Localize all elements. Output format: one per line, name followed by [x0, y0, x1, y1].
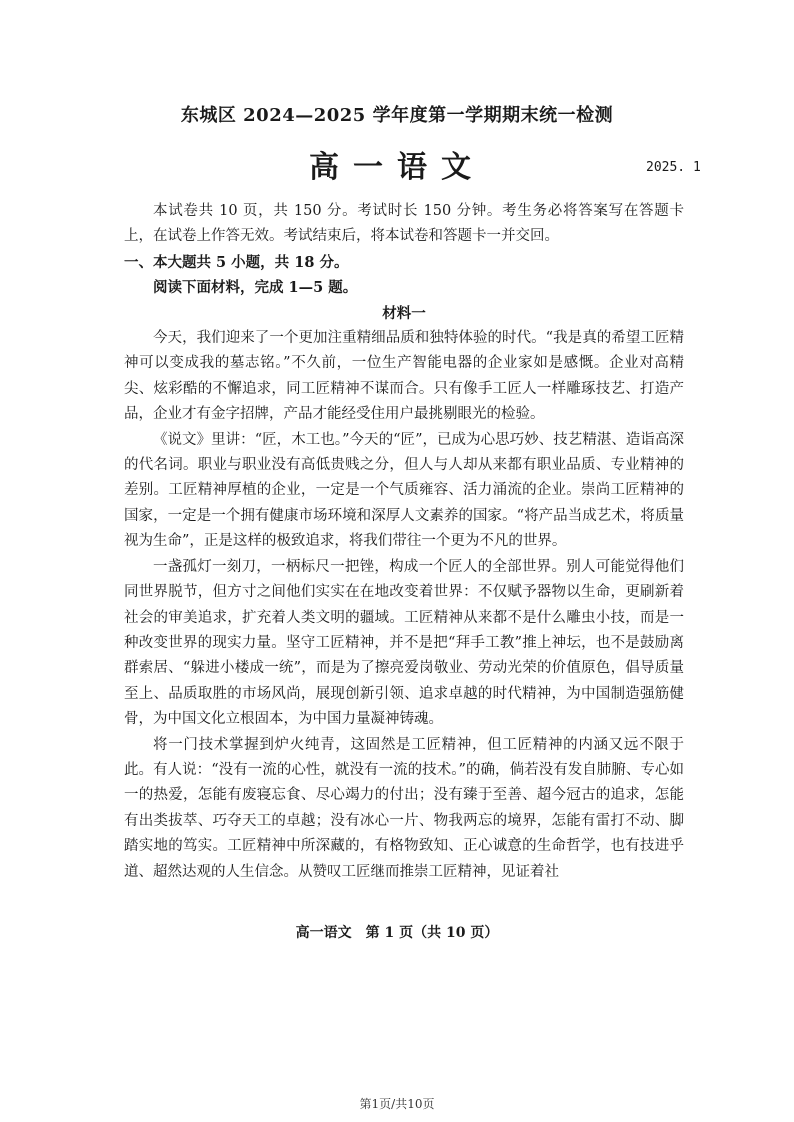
page-number-footer: 高一语文 第 1 页（共 10 页）: [295, 925, 499, 941]
exam-date: 2025. 1: [646, 160, 701, 175]
material-paragraph: 一盏孤灯一刻刀，一柄标尺一把锉，构成一个匠人的全部世界。别人可能觉得他们同世界脱节，但方寸之间他们实实在在地改变着世界：不仅赋予器物以生命，更刷新着社会的审美追求，扩充着人类文明的疆域。工匠精神从来都不是什么雕虫小技，而是一种改变世界的现实力量。坚守工匠精神，并不是把“拜手工教”推上神坛，也不是鼓励离群索居、“躲进小楼成一统”，而是为了擦亮爱岗敬业、劳动光荣的价值原色，倡导质量至上、品质取胜的市场风尚，展现创新引领、追求卓越的时代精神，为中国制造强筋健骨，为中国文化立根固本，为中国力量凝神铸魂。: [124, 558, 684, 728]
scan-page-indicator: 第1页/共10页: [359, 1097, 435, 1111]
instructions-text: 本试卷共 10 页，共 150 分。考试时长 150 分钟。考生务必将答案写在答题卡上，在试卷上作答无效。考试结束后，将本试卷和答题卡一并交回。: [124, 203, 684, 245]
material-paragraph: 《说文》里讲：“匠，木工也。”今天的“匠”，已成为心思巧妙、技艺精湛、造诣高深的代名词。职业与职业没有高低贵贱之分，但人与人却从来都有职业品质、专业精神的差别。工匠精神厚植的企业，一定是一个气质雍容、活力涌流的企业。崇尚工匠精神的国家，一定是一个拥有健康市场环境和深厚人文素养的国家。“将产品当成艺术，将质量视为生命”，正是这样的极致追求，将我们带往一个更为不凡的世界。: [124, 431, 684, 550]
section-heading: 一、本大题共 5 小题，共 18 分。: [124, 253, 349, 271]
exam-title: 东城区 2024—2025 学年度第一学期期末统一检测: [180, 105, 614, 126]
exam-body: [124, 199, 684, 885]
material-title: 材料一: [382, 304, 426, 322]
subject-title: 高一语文: [309, 150, 485, 185]
material-paragraph: 将一门技术掌握到炉火纯青，这固然是工匠精神，但工匠精神的内涵又远不限于此。有人说：“没有一流的心性，就没有一流的技术。”的确，倘若没有发自肺腑、专心如一的热爱，怎能有废寝忘食、尽心竭力的付出；没有臻于至善、超今冠古的追求，怎能有出类拔萃、巧夺天工的卓越；没有冰心一片、物我两忘的境界，怎能有雷打不动、脚踏实地的笃实。工匠精神中所深藏的，有格物致知、正心诚意的生命哲学，也有技进乎道、超然达观的人生信念。从赞叹工匠继而推崇工匠精神，见证着社: [124, 736, 684, 880]
material-paragraph: 今天，我们迎来了一个更加注重精细品质和独特体验的时代。“我是真的希望工匠精神可以变成我的墓志铭。”不久前，一位生产智能电器的企业家如是感慨。企业对高精尖、炫彩酷的不懈追求，同工匠精神不谋而合。只有像手工匠人一样雕琢技艺、打造产品，企业才有金字招牌，产品才能经受住用户最挑剔眼光的检验。: [124, 330, 684, 423]
reading-directive: 阅读下面材料，完成 1—5 题。: [153, 279, 358, 297]
